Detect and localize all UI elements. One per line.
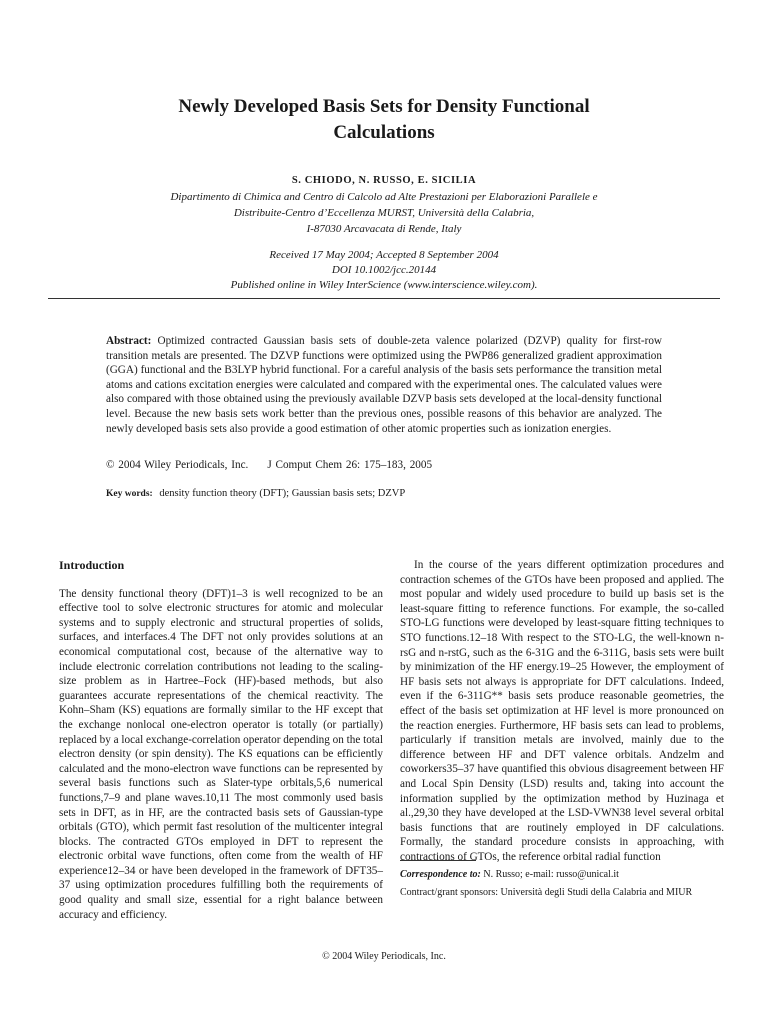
page-footer-copyright: © 2004 Wiley Periodicals, Inc. [322, 951, 446, 962]
abstract-text: Optimized contracted Gaussian basis sets of double-zeta valence polarized (DZVP) quality for first-row transition metals are presented. The DZVP functions were optimized using the PWP86 generalized gradient approximation (GGA) functional and the B3LYP hybrid functional. For a careful analysis of the basis sets performance the transition metal atoms and cations excitation energies were calculated and compared with the experimental ones. The calculated values were also compared with those obtained using the previously available DZVP basis sets developed at the local-density functional level. Because the new basis sets work better than the previous ones, possible reasons of this behavior are analyzed. The newly developed basis sets also provide a good estimation of other atomic properties such as ionization energies. [106, 335, 663, 435]
title-line-2: Calculations [333, 122, 435, 143]
doi: DOI 10.1002/jcc.20144 [331, 264, 437, 276]
paper-title [0, 94, 768, 146]
sponsors-note: Contract/grant sponsors: Università degli Studi della Calabria and MIUR [400, 887, 693, 898]
title-line-1: Newly Developed Basis Sets for Density Functional [178, 96, 590, 117]
affiliation [0, 189, 768, 237]
footnotes [400, 866, 724, 902]
right-column-paragraph: In the course of the years different optimization procedures and contraction schemes of the GTOs have been proposed and applied. The most popular and widely used procedure to build up basis set is the least-square fitting to reference functions. For example, the so-called STO-LG functions were developed by least-square fitting techniques to STO functions.12–18 With respect to the STO-LG, the well-known n-rsG and n-rstG, such as the 6-31G and the 6-311G, basis sets were built by minimization of the HF energy.19–25 However, the employment of HF basis sets not always is appropriate for DFT calculations. Indeed, even if the 6-311G** basis sets produce reasonable geometries, the effect of the basis set optimization at HF level is more pronounced on the reaction energies. Furthermore, HF basis sets can lead to problems, particularly if transition metals are involved, mainly due to the difference between HF and DFT valence orbitals. Andzelm and coworkers35–37 have quantified this obvious disagreement between HF and Local Spin Density (LSD) results and, taking into account the information supplied by the optimization method by Huzinaga et al.,29,30 they have developed at the LSD-VWN38 level several orbital basis functions that are routinely employed in DF calculations. Formally, the standard procedure consists in approaching, with contractions of GTOs, the reference orbital radial function [400, 559, 724, 863]
correspondence-text: N. Russo; e-mail: russo@unical.it [483, 869, 619, 880]
abstract [106, 334, 662, 436]
published-online: Published online in Wiley InterScience (www.interscience.wiley.com). [230, 279, 538, 291]
affiliation-line-3: I-87030 Arcavacata di Rende, Italy [306, 223, 462, 235]
abstract-copyright-line [106, 459, 432, 471]
affiliation-line-1: Dipartimento di Chimica and Centro di Calcolo ad Alte Prestazioni per Elaborazioni Parallele e [170, 191, 598, 203]
correspondence-label: Correspondence to: [400, 869, 481, 880]
journal-citation: J Comput Chem 26: 175–183, 2005 [267, 459, 433, 471]
received-dates: Received 17 May 2004; Accepted 8 September 2004 [269, 249, 499, 261]
abstract-copyright: © 2004 Wiley Periodicals, Inc. [106, 459, 249, 471]
keywords [106, 488, 405, 499]
publication-info [0, 248, 768, 293]
affiliation-line-2: Distribuite-Centro d’Eccellenza MURST, Università della Calabria, [233, 207, 535, 219]
keywords-label: Key words: [106, 489, 153, 499]
introduction-heading: Introduction [59, 558, 125, 572]
right-column [400, 558, 724, 864]
header-divider [48, 298, 720, 299]
footnote-divider [400, 860, 476, 861]
left-column-paragraph: The density functional theory (DFT)1–3 is well recognized to be an effective tool to solve electronic structures for atomic and molecular systems and to supply electronic and structural properties of solids, surfaces, and interfaces.4 The DFT not only provides solutions at an economical computational cost, because of the alternative way to include electronic correlation contributions not leading to the scaling-size problem as in Hartree–Fock (HF)-based methods, but also guarantees accurate representations of the chemical reactivity. The Kohn–Sham (KS) equations are formally similar to the HF except that the exchange nonlocal one-electron operator is totally (or partially) replaced by a local exchange-correlation operator depending on the total electron density (or spin density). The KS equations can be efficiently calculated and the mono-electron wave functions can be represented by several basis functions such as Slater-type orbitals,5,6 numerical functions,7–9 and plane waves.10,11 The most commonly used basis sets in DFT, as in HF, are the contracted basis sets of Gaussian-type orbitals (GTO), which permit fast resolution of the multicenter integral blocks. The contracted GTOs employed in DFT to represent the electronic orbital wave functions, often come from the wealth of HF experience12–34 or have been developed in the framework of DFT35–37 using optimization procedures fulfilling both the requirements of good quality and small size, essential for a right balance between accuracy and efficiency. [59, 587, 383, 921]
abstract-label: Abstract: [106, 335, 152, 347]
left-column [59, 558, 383, 922]
keywords-text: density function theory (DFT); Gaussian basis sets; DZVP [159, 488, 406, 499]
authors: S. CHIODO, N. RUSSO, E. SICILIA [291, 175, 477, 186]
correspondence-note [400, 866, 724, 884]
